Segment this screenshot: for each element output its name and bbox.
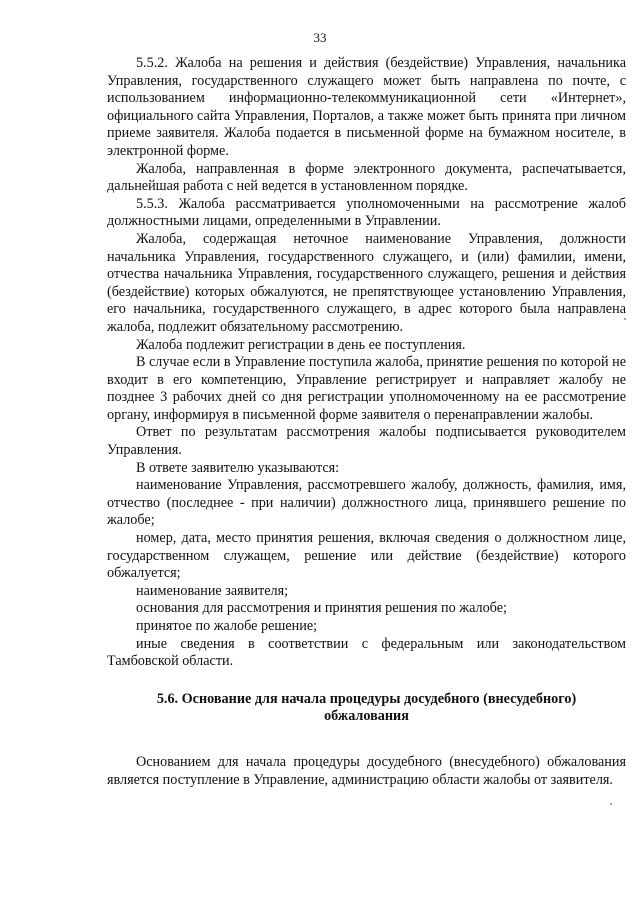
answer-item-decision-details: номер, дата, место принятия решения, включая сведения о должностном лице, государственном служащем, решение или действие (бездействие) которого обжалуется; (107, 530, 626, 582)
answer-item-authority: наименование Управления, рассмотревшего жалобу, должность, фамилия, имя, отчество (последнее - при наличии) должностного лица, принявшего решение по жалобе; (107, 477, 626, 529)
answer-item-decision: принятое по жалобе решение; (136, 618, 318, 634)
answer-item-other: иные сведения в соответствии с федеральным или законодательством Тамбовской области. (107, 635, 626, 670)
paragraph-redirect: В случае если в Управление поступила жалоба, принятие решения по которой не входит в его компетенцию, Управление регистрирует и направляет жалобу не позднее 3 рабочих дней со дня регистрации уполномоченному на ее рассмотрение органу, информируя в письменной форме заявителя о перенаправлении жалобы. (107, 354, 626, 423)
paragraph-answer-signed: Ответ по результатам рассмотрения жалобы подписывается руководителем Управления. (107, 424, 626, 459)
section-5-6-text: Основанием для начала процедуры досудебного (внесудебного) обжалования является поступление в Управление, администрацию области жалобы от заявителя. (107, 753, 626, 788)
paragraph-answer-contents: В ответе заявителю указываются: (136, 459, 340, 476)
paragraph-inaccurate-name: Жалоба, содержащая неточное наименование Управления, должности начальника Управления, государственного служащего, и (или) фамилии, имени, отчества начальника Управления, государственного служащего, решения и действия (бездействие) которых обжалуются, не препятствующее установлению Управления, его начальника, государственного служащего, в адрес которого была направлена жалоба, подлежит обязательному рассмотрению. (107, 230, 626, 335)
section-5-6-heading: 5.6. Основание для начала процедуры досудебного (внесудебного) обжалования (156, 690, 577, 725)
scan-speck (624, 318, 626, 320)
paragraph-5-5-3: 5.5.3. Жалоба рассматривается уполномоченными на рассмотрение жалоб должностными лицами, определенными в Управлении. (107, 195, 626, 230)
scan-speck (610, 803, 612, 805)
answer-item-applicant-name: наименование заявителя; (136, 582, 289, 599)
document-body (107, 55, 626, 789)
paragraph-registration: Жалоба подлежит регистрации в день ее поступления. (136, 336, 466, 353)
answer-item-grounds: основания для рассмотрения и принятия решения по жалобе; (136, 600, 507, 617)
paragraph-5-5-2: 5.5.2. Жалоба на решения и действия (бездействие) Управления, начальника Управления, государственного служащего может быть направлена по почте, с использованием информационно-телекоммуникационной сети «Интернет», официального сайта Управления, Порталов, а также может быть принята при личном приеме заявителя. Жалоба подается в письменной форме на бумажном носителе, в электронной форме. (107, 55, 626, 159)
page-number: 33 (313, 30, 327, 45)
paragraph-electronic-complaint: Жалоба, направленная в форме электронного документа, распечатывается, дальнейшая работа с ней ведется в установленном порядке. (107, 160, 626, 195)
